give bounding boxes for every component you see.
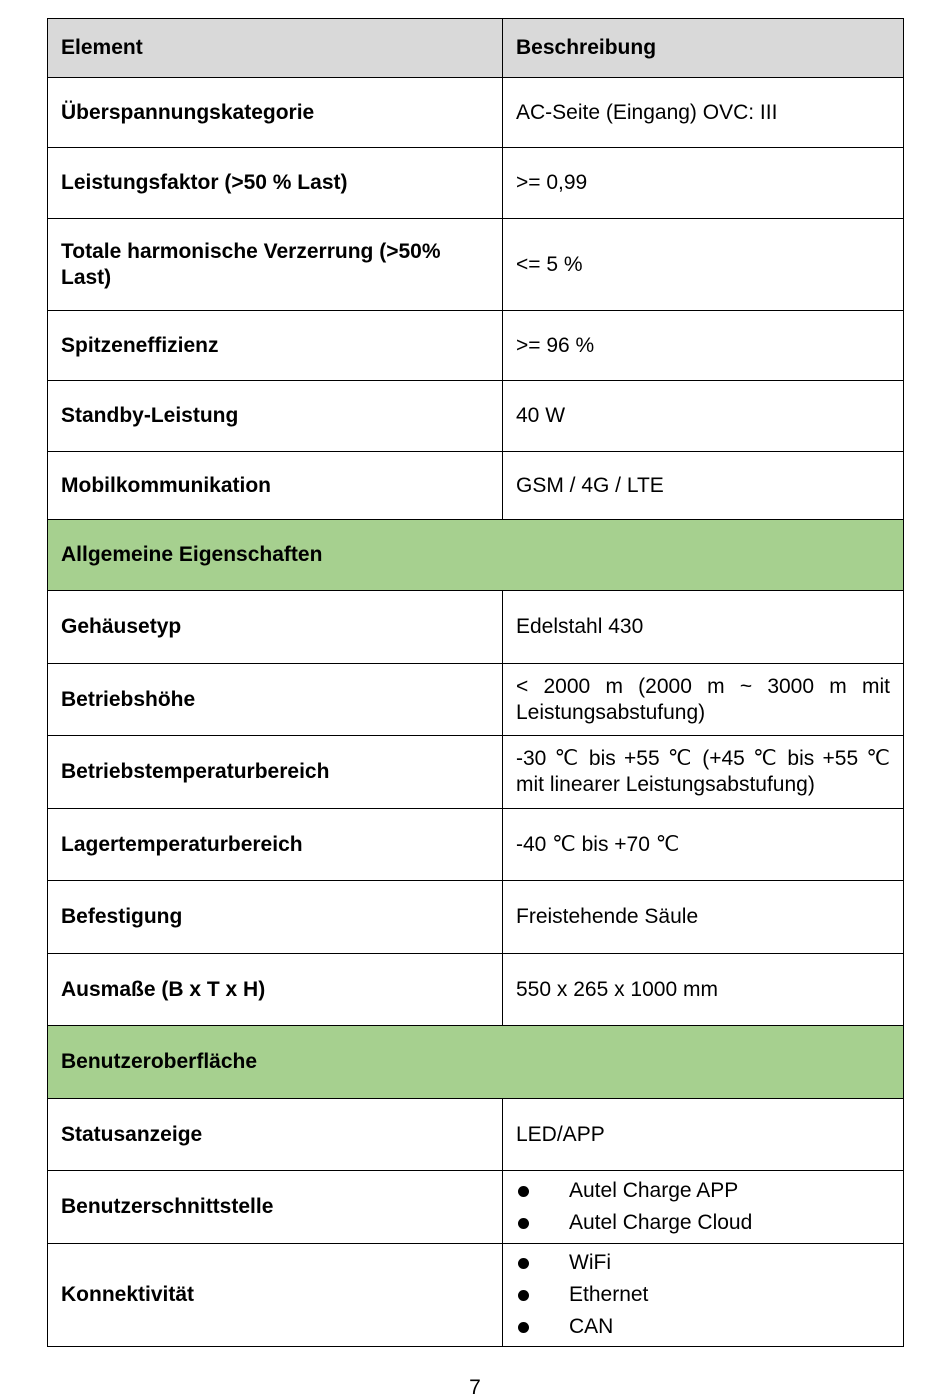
- row-label: Betriebshöhe: [48, 664, 503, 736]
- table-row: [48, 381, 904, 452]
- row-label: Statusanzeige: [48, 1099, 503, 1171]
- row-value-list: [503, 1244, 904, 1347]
- list-item: [516, 1279, 890, 1311]
- row-label: Betriebstemperaturbereich: [48, 736, 503, 809]
- row-value: 40 W: [503, 381, 904, 452]
- table-row: [48, 1244, 904, 1347]
- table-row: [48, 881, 904, 954]
- bullet-list: [516, 1247, 890, 1343]
- list-item: [516, 1247, 890, 1279]
- table-header-row: [48, 19, 904, 78]
- row-label: Konnektivität: [48, 1244, 503, 1347]
- list-item-text: CAN: [569, 1315, 614, 1338]
- table-row: [48, 78, 904, 148]
- row-label: Lagertemperaturbereich: [48, 809, 503, 881]
- section-title: Allgemeine Eigenschaften: [48, 520, 904, 591]
- table-row: [48, 736, 904, 809]
- row-value-list: [503, 1171, 904, 1244]
- list-item-text: Ethernet: [569, 1283, 649, 1306]
- row-value: GSM / 4G / LTE: [503, 452, 904, 520]
- header-element: Element: [48, 19, 503, 78]
- list-item: [516, 1175, 890, 1207]
- row-label: Ausmaße (B x T x H): [48, 954, 503, 1026]
- row-label: Standby-Leistung: [48, 381, 503, 452]
- table-row: [48, 311, 904, 381]
- bullet-icon: [518, 1186, 529, 1197]
- bullet-icon: [518, 1290, 529, 1301]
- row-label: Benutzerschnittstelle: [48, 1171, 503, 1244]
- row-label: Befestigung: [48, 881, 503, 954]
- table-row: [48, 1171, 904, 1244]
- header-description: Beschreibung: [503, 19, 904, 78]
- bullet-icon: [518, 1322, 529, 1333]
- row-value: LED/APP: [503, 1099, 904, 1171]
- row-value: >= 96 %: [503, 311, 904, 381]
- list-item-text: WiFi: [569, 1251, 611, 1274]
- row-value: <= 5 %: [503, 219, 904, 311]
- table-row: [48, 664, 904, 736]
- row-value: >= 0,99: [503, 148, 904, 219]
- section-header-general: [48, 520, 904, 591]
- section-header-ui: [48, 1026, 904, 1099]
- list-item-text: Autel Charge Cloud: [569, 1211, 753, 1234]
- row-label: Totale harmonische Verzerrung (>50% Last): [48, 219, 503, 311]
- table-row: [48, 809, 904, 881]
- row-label: Gehäusetyp: [48, 591, 503, 664]
- page-number: 7: [469, 1376, 481, 1399]
- row-value: Freistehende Säule: [503, 881, 904, 954]
- table-row: [48, 148, 904, 219]
- row-label: Überspannungskategorie: [48, 78, 503, 148]
- row-label: Spitzeneffizienz: [48, 311, 503, 381]
- row-value: AC-Seite (Eingang) OVC: III: [503, 78, 904, 148]
- row-label: Leistungsfaktor (>50 % Last): [48, 148, 503, 219]
- table-row: [48, 591, 904, 664]
- list-item: [516, 1207, 890, 1239]
- table-row: [48, 1099, 904, 1171]
- bullet-list: [516, 1175, 890, 1239]
- row-value: -30 ℃ bis +55 ℃ (+45 ℃ bis +55 ℃ mit linearer Leistungsabstufung): [503, 736, 904, 809]
- row-value: Edelstahl 430: [503, 591, 904, 664]
- section-title: Benutzeroberfläche: [48, 1026, 904, 1099]
- row-value: -40 ℃ bis +70 ℃: [503, 809, 904, 881]
- table-row: [48, 219, 904, 311]
- list-item: [516, 1311, 890, 1343]
- list-item-text: Autel Charge APP: [569, 1179, 739, 1202]
- bullet-icon: [518, 1258, 529, 1269]
- row-value: 550 x 265 x 1000 mm: [503, 954, 904, 1026]
- row-value: < 2000 m (2000 m ~ 3000 m mit Leistungsabstufung): [503, 664, 904, 736]
- row-label: Mobilkommunikation: [48, 452, 503, 520]
- table-row: [48, 452, 904, 520]
- table-row: [48, 954, 904, 1026]
- specification-table: [47, 18, 904, 1347]
- bullet-icon: [518, 1218, 529, 1229]
